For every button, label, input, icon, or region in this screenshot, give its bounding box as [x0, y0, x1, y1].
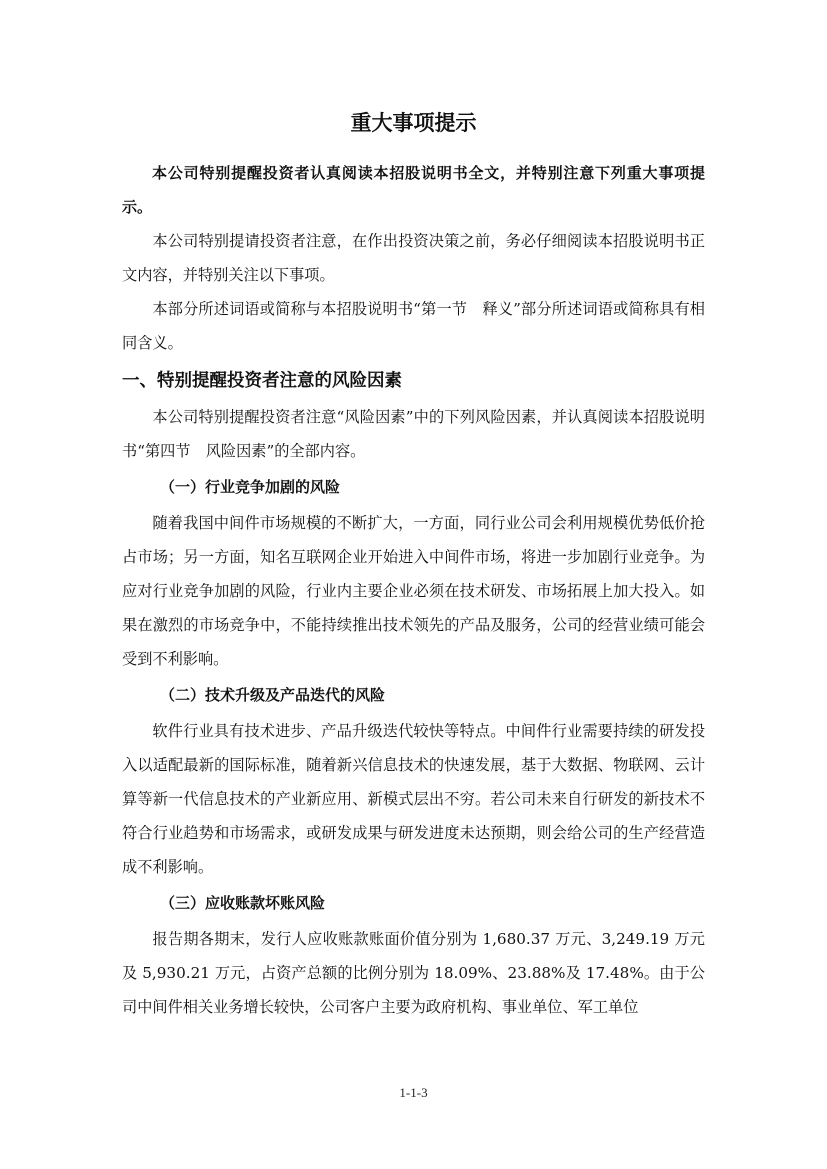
- page-title: 重大事项提示: [350, 111, 477, 135]
- subsection-heading-receivables: （三）应收账款坏账风险: [160, 894, 326, 912]
- subsection-heading-technology: （二）技术升级及产品迭代的风险: [160, 686, 386, 704]
- section-heading-risk-factors: 一、特别提醒投资者注意的风险因素: [122, 371, 402, 391]
- page-number: 1-1-3: [399, 1085, 428, 1100]
- subsection-text-technology: 软件行业具有技术进步、产品升级迭代较快等特点。中间件行业需要持续的研发投入以适配最新的国际标准，随着新兴信息技术的快速发展，基于大数据、物联网、云计算等新一代信息技术的产业新应用、新模式层出不穷。若公司未来自行研发的新技术不符合行业趋势和市场需求，或研发成果与研发进度未达预期，则会给公司的生产经营造成不利影响。: [122, 722, 705, 876]
- section-intro-paragraph: 本公司特别提醒投资者注意“风险因素”中的下列风险因素，并认真阅读本招股说明书“第四节 风险因素”的全部内容。: [122, 408, 705, 460]
- intro-paragraph-1: 本公司特别提请投资者注意，在作出投资决策之前，务必仔细阅读本招股说明书正文内容，并特别关注以下事项。: [122, 232, 705, 284]
- lead-paragraph: 本公司特别提醒投资者认真阅读本招股说明书全文，并特别注意下列重大事项提示。: [122, 164, 705, 216]
- subsection-text-competition: 随着我国中间件市场规模的不断扩大，一方面，同行业公司会利用规模优势低价抢占市场；另一方面，知名互联网企业开始进入中间件市场，将进一步加剧行业竞争。为应对行业竞争加剧的风险，行业内主要企业必须在技术研发、市场拓展上加大投入。如果在激烈的市场竞争中，不能持续推出技术领先的产品及服务，公司的经营业绩可能会受到不利影响。: [122, 514, 705, 668]
- subsection-heading-competition: （一）行业竞争加剧的风险: [160, 478, 341, 496]
- subsection-text-receivables: 报告期各期末，发行人应收账款账面价值分别为 1,680.37 万元、3,249.19 万元及 5,930.21 万元，占资产总额的比例分别为 18.09%、23.88%及 17.48%。由于公司中间件相关业务增长较快，公司客户主要为政府机构、事业单位、军工单位: [122, 930, 705, 1016]
- intro-paragraph-2: 本部分所述词语或简称与本招股说明书“第一节 释义”部分所述词语或简称具有相同含义。: [122, 300, 705, 352]
- document-body: [122, 156, 705, 1024]
